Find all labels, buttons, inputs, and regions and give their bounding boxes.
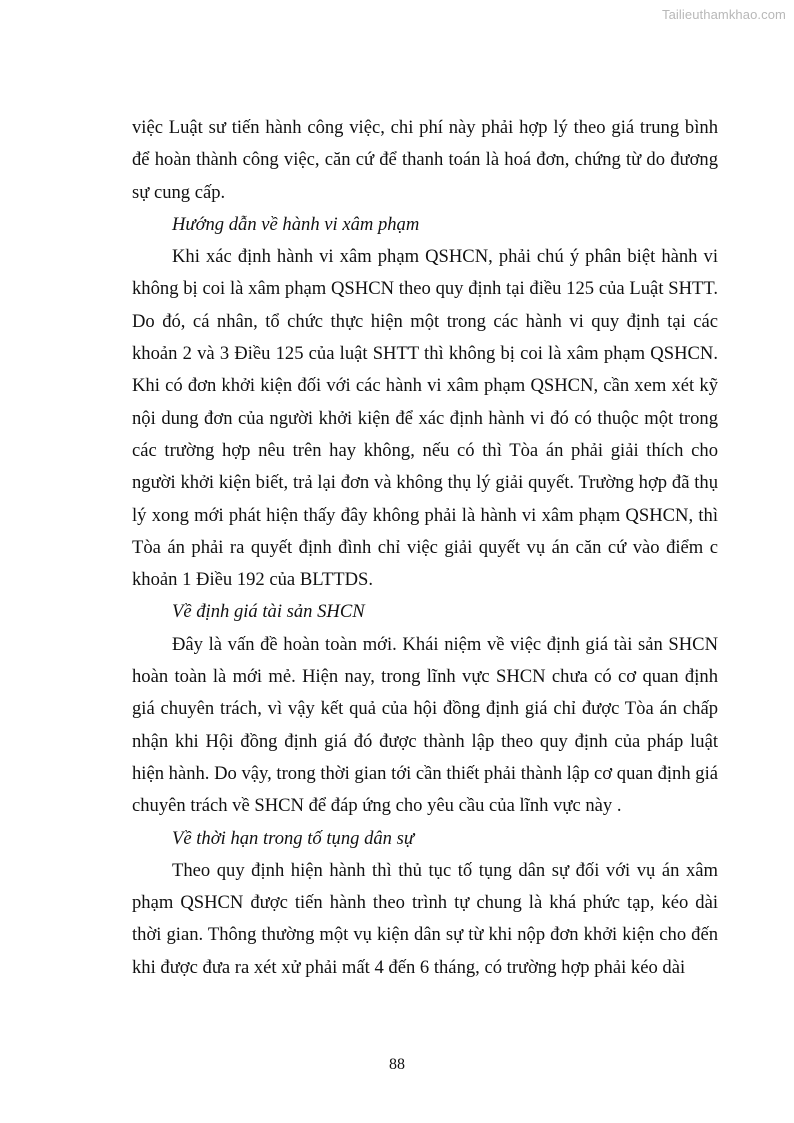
document-body — [132, 112, 718, 984]
page-number: 88 — [389, 1056, 405, 1073]
section-heading-time-limit: Về thời hạn trong tố tụng dân sự — [172, 827, 414, 849]
paragraph-valuation: Đây là vấn đề hoàn toàn mới. Khái niệm về việc định giá tài sản SHCN hoàn toàn là mới mẻ. Hiện nay, trong lĩnh vực SHCN chưa có cơ quan định giá chuyên trách, vì vậy kết quả của hội đồng định giá chỉ được Tòa án chấp nhận khi Hội đồng định giá đó được thành lập theo quy định của pháp luật hiện hành. Do vậy, trong thời gian tới cần thiết phải thành lập cơ quan định giá chuyên trách về SHCN để đáp ứng cho yêu cầu của lĩnh vực này . — [132, 633, 718, 817]
watermark: Tailieuthamkhao.com — [661, 7, 786, 22]
paragraph-time-limit: Theo quy định hiện hành thì thủ tục tố tụng dân sự đối với vụ án xâm phạm QSHCN được tiến hành theo trình tự chung là khá phức tạp, kéo dài thời gian. Thông thường một vụ kiện dân sự từ khi nộp đơn khởi kiện cho đến khi được đưa ra xét xử phải mất 4 đến 6 tháng, có trường hợp phải kéo dài — [132, 859, 718, 978]
section-heading-infringement: Hướng dẫn về hành vi xâm phạm — [172, 213, 420, 235]
paragraph-continuation: việc Luật sư tiến hành công việc, chi phí này phải hợp lý theo giá trung bình để hoàn thành công việc, căn cứ để thanh toán là hoá đơn, chứng từ do đương sự cung cấp. — [132, 117, 718, 203]
paragraph-infringement: Khi xác định hành vi xâm phạm QSHCN, phải chú ý phân biệt hành vi không bị coi là xâm phạm QSHCN theo quy định tại điều 125 của Luật SHTT. Do đó, cá nhân, tổ chức thực hiện một trong các hành vi quy định tại các khoản 2 và 3 Điều 125 của luật SHTT thì không bị coi là xâm phạm QSHCN. Khi có đơn khởi kiện đối với các hành vi xâm phạm QSHCN, cần xem xét kỹ nội dung đơn của người khởi kiện để xác định hành vi đó có thuộc một trong các trường hợp nêu trên hay không, nếu có thì Tòa án phải giải thích cho người khởi kiện biết, trả lại đơn và không thụ lý giải quyết. Trường hợp đã thụ lý xong mới phát hiện thấy đây không phải là hành vi xâm phạm QSHCN, thì Tòa án phải ra quyết định đình chỉ việc giải quyết vụ án căn cứ vào điểm c khoản 1 Điều 192 của BLTTDS. — [132, 246, 718, 591]
section-heading-valuation: Về định giá tài sản SHCN — [172, 601, 365, 623]
